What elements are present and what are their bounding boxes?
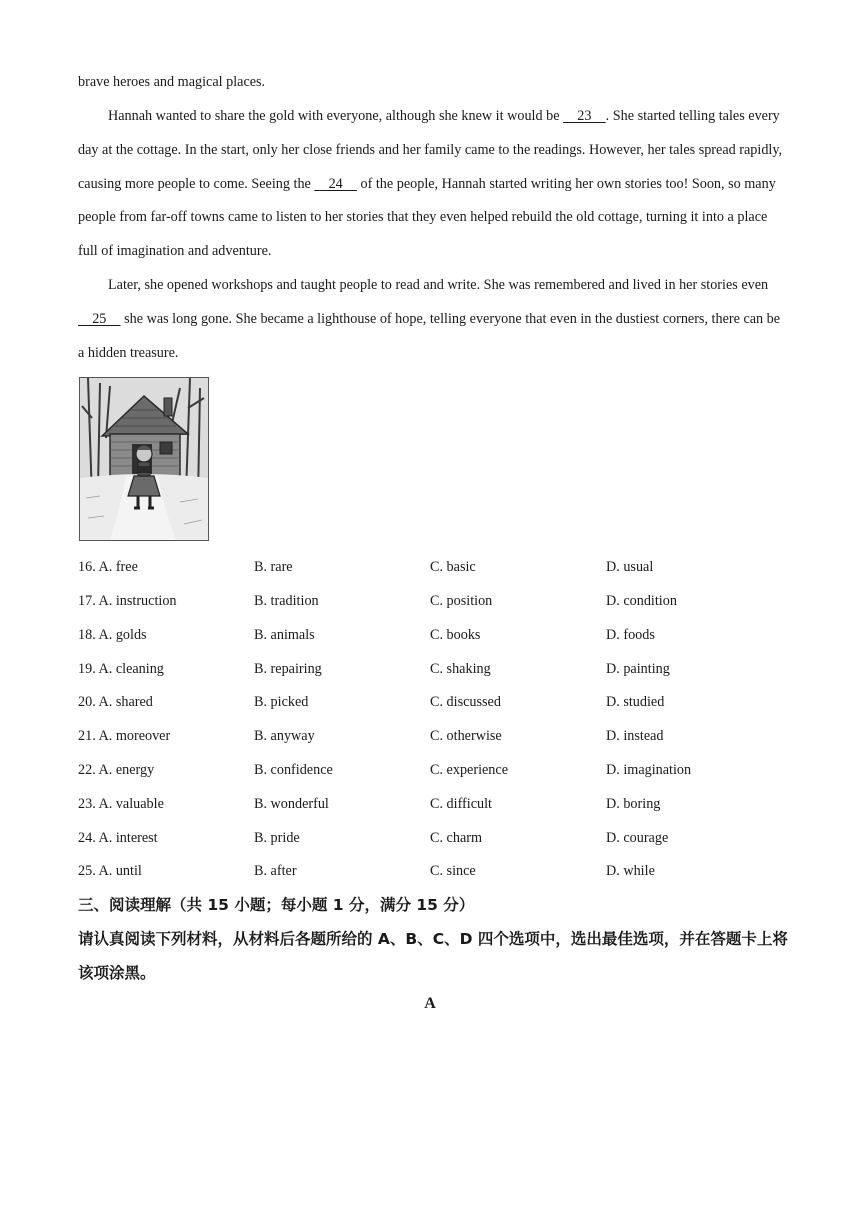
option-row-23 (78, 796, 798, 830)
p2-text-b: she was long gone. She became a lighthouse of hope, telling everyone that even in the dustiest corners, there can be a hidden treasure. (78, 310, 781, 361)
p1-text-b: . She started telling tales every day at the cottage. In the start, only her close friends and her family came to the readings. However, her tales spread rapidly, causing more people to come. Seeing the (78, 108, 783, 192)
option-25-d[interactable]: D. while (606, 863, 655, 879)
girl-walking-from-cottage-illustration (79, 377, 209, 541)
option-25-c[interactable]: C. since (430, 863, 476, 879)
option-25-b[interactable]: B. after (254, 863, 297, 879)
option-18-d[interactable]: D. foods (606, 627, 655, 643)
option-20-c[interactable]: C. discussed (430, 694, 501, 710)
p2-text-a: Later, she opened workshops and taught people to read and write. She was remembered and lived in her stories even (108, 277, 769, 293)
section-title: 三、阅读理解（共 15 小题；每小题 1 分，满分 15 分） (78, 896, 475, 914)
option-16-c[interactable]: C. basic (430, 559, 476, 575)
option-20-b[interactable]: B. picked (254, 694, 309, 710)
option-23-d[interactable]: D. boring (606, 796, 661, 812)
option-19-a[interactable]: 19. A. cleaning (78, 661, 164, 677)
option-row-24 (78, 830, 798, 864)
option-20-a[interactable]: 20. A. shared (78, 694, 153, 710)
part-label: A (424, 995, 436, 1012)
option-16-a[interactable]: 16. A. free (78, 559, 138, 575)
option-17-a[interactable]: 17. A. instruction (78, 593, 177, 609)
illustration-drawing (80, 378, 208, 540)
option-17-d[interactable]: D. condition (606, 593, 677, 609)
option-19-d[interactable]: D. painting (606, 661, 670, 677)
blank-25: 25 (78, 310, 121, 327)
option-19-b[interactable]: B. repairing (254, 661, 322, 677)
option-row-20 (78, 694, 798, 728)
option-row-21 (78, 728, 798, 762)
option-16-b[interactable]: B. rare (254, 559, 293, 575)
option-17-b[interactable]: B. tradition (254, 593, 319, 609)
option-23-b[interactable]: B. wonderful (254, 796, 329, 812)
option-22-b[interactable]: B. confidence (254, 762, 333, 778)
option-24-c[interactable]: C. charm (430, 830, 483, 846)
option-19-c[interactable]: C. shaking (430, 661, 491, 677)
option-23-c[interactable]: C. difficult (430, 796, 493, 812)
option-23-a[interactable]: 23. A. valuable (78, 796, 164, 812)
option-18-b[interactable]: B. animals (254, 627, 315, 643)
option-row-19 (78, 661, 798, 695)
option-24-b[interactable]: B. pride (254, 830, 300, 846)
option-17-c[interactable]: C. position (430, 593, 493, 609)
option-18-a[interactable]: 18. A. golds (78, 627, 147, 643)
option-24-a[interactable]: 24. A. interest (78, 830, 158, 846)
option-21-c[interactable]: C. otherwise (430, 728, 502, 744)
option-25-a[interactable]: 25. A. until (78, 863, 142, 879)
option-22-c[interactable]: C. experience (430, 762, 508, 778)
option-21-b[interactable]: B. anyway (254, 728, 315, 744)
option-row-22 (78, 762, 798, 796)
option-22-a[interactable]: 22. A. energy (78, 762, 155, 778)
p1-text-c: of the people, Hannah started writing her own stories too! Soon, so many people from far-off towns came to listen to her stories that they even helped rebuild the old cottage, turning it into a place full of imagination and adventure. (78, 175, 776, 260)
section-instructions: 请认真阅读下列材料，从材料后各题所给的 A、B、C、D 四个选项中，选出最佳选项，并在答题卡上将该项涂黑。 (78, 930, 788, 982)
option-22-d[interactable]: D. imagination (606, 762, 692, 778)
passage-line-top: brave heroes and magical places. (78, 74, 266, 90)
option-16-d[interactable]: D. usual (606, 559, 654, 575)
option-18-c[interactable]: C. books (430, 627, 481, 643)
passage-paragraph-2 (78, 269, 788, 370)
blank-24: 24 (314, 175, 357, 192)
option-21-d[interactable]: D. instead (606, 728, 664, 744)
passage-paragraph-1 (78, 100, 788, 269)
option-24-d[interactable]: D. courage (606, 830, 669, 846)
option-row-18 (78, 627, 798, 661)
option-20-d[interactable]: D. studied (606, 694, 665, 710)
option-21-a[interactable]: 21. A. moreover (78, 728, 171, 744)
option-row-17 (78, 593, 798, 627)
blank-23: 23 (563, 108, 606, 124)
p1-text-a: Hannah wanted to share the gold with everyone, although she knew it would be (108, 108, 564, 124)
option-row-16 (78, 559, 798, 593)
